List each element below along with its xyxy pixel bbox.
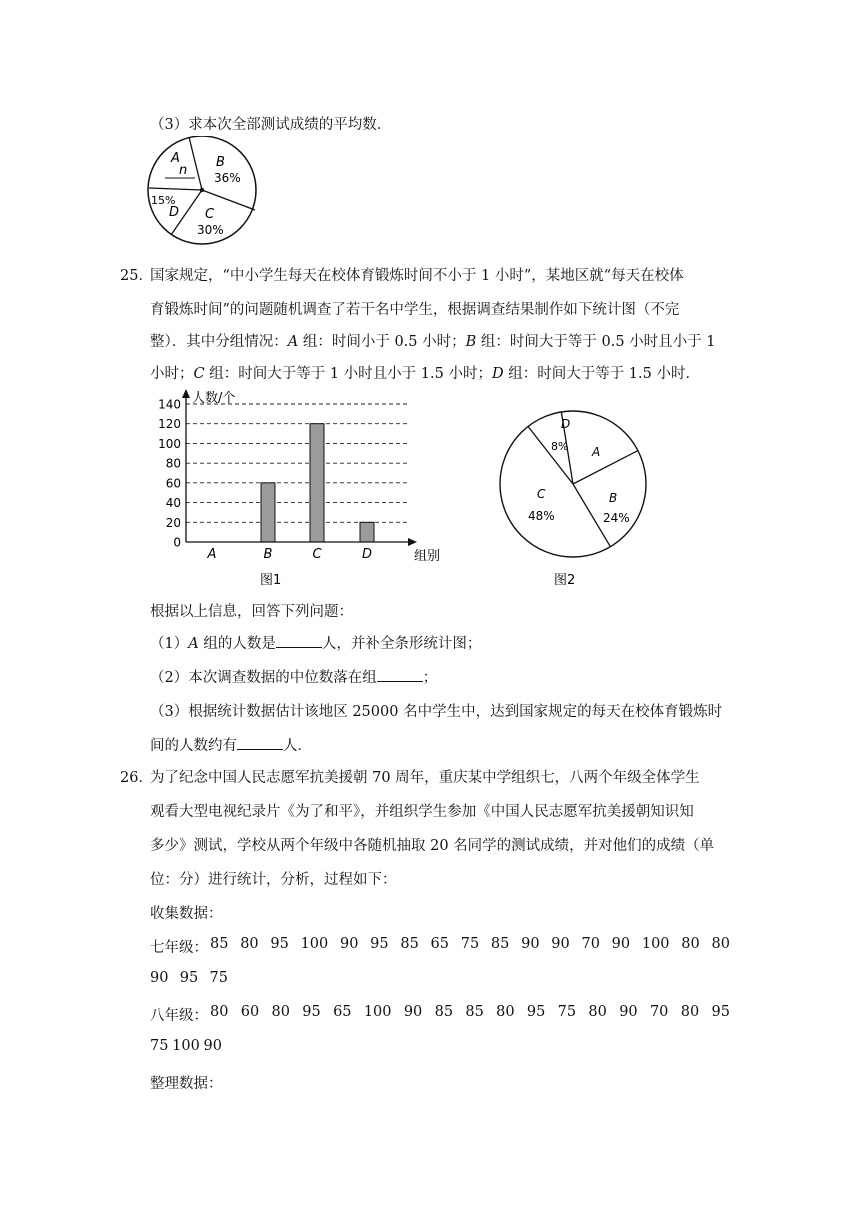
score-value: 85 [210, 936, 229, 952]
score-value: 90 [619, 1004, 638, 1020]
pie-chart-q24 [145, 136, 265, 248]
grade-8-scores-row-1 [210, 1004, 730, 1020]
bar-chart-ytick-label: 80 [165, 456, 181, 471]
answer-blank-1[interactable] [276, 635, 322, 648]
pie-fig2-label-a: A [592, 445, 601, 459]
grade-7-label: 七年级： [150, 940, 208, 956]
pie-fig2-slice-edge [528, 427, 573, 485]
question-25-line-1: 国家规定，“中小学生每天在校体育锻炼时间不小于 1 小时”，某地区就“每天在校体 [150, 268, 684, 284]
grade-7-scores-row-1 [210, 936, 730, 952]
score-value: 85 [490, 936, 510, 952]
score-value: 95 [270, 936, 289, 952]
score-value: 80 [240, 936, 259, 952]
score-value: 80 [210, 1004, 229, 1020]
question-24-part-3: （3）求本次全部测试成绩的平均数． [150, 117, 392, 133]
bar-chart-category-label: B [263, 547, 273, 562]
grade-8-label: 八年级： [150, 1008, 208, 1024]
score-value: 65 [333, 1004, 352, 1020]
question-25-line-2: 育锻炼时间”的问题随机调查了若干名中学生，根据调查结果制作如下统计图（不完 [150, 302, 680, 318]
score-value: 90 [521, 936, 540, 952]
pie-fig2-label-b: B [609, 491, 618, 505]
answer-blank-3[interactable] [237, 737, 283, 750]
pie-q24-value-a: n [179, 163, 188, 178]
question-26-line-2: 观看大型电视纪录片《为了和平》，并组织学生参加《中国人民志愿军抗美援朝知识知 [150, 804, 694, 820]
score-value: 65 [430, 936, 449, 952]
bar-chart-ytick-label: 100 [158, 436, 181, 451]
score-value: 100 [300, 936, 329, 952]
bar-chart-ytick-label: 60 [165, 476, 181, 491]
pie-q24-label-c: C [205, 207, 215, 222]
score-value: 60 [240, 1004, 260, 1020]
question-25-part-3-line-1: （3）根据统计数据估计该地区 25000 名中学生中，达到国家规定的每天在校体育锻炼时 [150, 704, 723, 720]
score-value: 95 [370, 936, 389, 952]
score-value: 75 [150, 1038, 169, 1054]
collect-data-label: 收集数据： [150, 906, 223, 922]
bar-chart-category-label: D [361, 547, 373, 562]
question-26-number: 26． [120, 770, 153, 786]
question-25-part-2: （2）本次调查数据的中位数落在组 ； [150, 670, 438, 686]
bar-chart-xlabel: 组别 [414, 549, 441, 564]
bar-B [261, 483, 275, 542]
score-value: 90 [203, 1038, 222, 1054]
score-value: 80 [681, 936, 700, 952]
score-value: 85 [434, 1004, 454, 1020]
score-value: 95 [526, 1004, 546, 1020]
bar-chart-category-label: C [312, 547, 322, 562]
score-value: 90 [150, 970, 169, 986]
bar-chart-ytick-label: 120 [158, 417, 181, 432]
pie-fig2-value-d: 8% [551, 440, 569, 453]
pie-q24-label-b: B [216, 155, 225, 170]
bar-C [310, 424, 324, 542]
pie-chart-caption: 图2 [554, 573, 576, 588]
score-value: 100 [172, 1038, 200, 1054]
bar-chart-fig1 [150, 386, 450, 590]
grade-7-scores-row-2 [150, 970, 228, 986]
question-25-number: 25． [120, 268, 153, 284]
grade-8-scores-row-2 [150, 1038, 222, 1054]
pie-q24-value-d: 15% [151, 194, 176, 207]
answer-blank-2[interactable] [377, 669, 423, 682]
pie-q24-value-b: 36% [214, 171, 241, 185]
pie-q24-label-d: D [169, 205, 180, 220]
score-value: 75 [209, 970, 228, 986]
pie-fig2-slice-edge [573, 451, 638, 484]
pie-fig2-value-c: 48% [528, 509, 555, 523]
question-25-intro: 根据以上信息，回答下列问题： [150, 604, 353, 620]
bar-chart-ylabel: 人数/个 [192, 391, 236, 406]
score-value: 75 [460, 936, 480, 952]
score-value: 80 [271, 1004, 290, 1020]
bar-chart-category-label: A [207, 547, 217, 562]
score-value: 80 [680, 1004, 700, 1020]
pie-fig2-label-c: C [537, 487, 546, 501]
bar-chart-ytick-label: 40 [165, 496, 181, 511]
score-value: 100 [641, 936, 670, 952]
score-value: 70 [649, 1004, 669, 1020]
bar-chart-ytick-label: 140 [158, 397, 181, 412]
pie-fig2-value-b: 24% [603, 511, 630, 525]
score-value: 75 [557, 1004, 577, 1020]
bar-chart-ytick-label: 20 [165, 515, 181, 530]
score-value: 90 [339, 936, 359, 952]
pie-chart-fig2 [495, 386, 655, 590]
score-value: 90 [611, 936, 631, 952]
score-value: 80 [496, 1004, 515, 1020]
bar-chart-ytick-label: 0 [173, 535, 181, 550]
pie-q24-label-a: A [171, 151, 180, 166]
score-value: 70 [581, 936, 600, 952]
pie-fig2-label-d: D [561, 417, 571, 431]
pie-q24-value-c: 30% [197, 223, 224, 237]
score-value: 85 [400, 936, 419, 952]
question-25-line-4: 小时；C 组：时间大于等于 1 小时且小于 1.5 小时；D 组：时间大于等于 1.5 小时． [150, 366, 700, 382]
question-26-line-3: 多少》测试，学校从两个年级中各随机抽取 20 名同学的测试成绩，并对他们的成绩（单 [150, 838, 715, 854]
score-value: 90 [403, 1004, 423, 1020]
score-value: 80 [588, 1004, 607, 1020]
bar-D [360, 522, 374, 542]
score-value: 100 [363, 1004, 392, 1020]
organize-data-label: 整理数据： [150, 1076, 223, 1092]
question-26-line-4: 位：分）进行统计，分析，过程如下： [150, 872, 397, 888]
question-25-part-3-line-2: 间的人数约有 人． [150, 738, 312, 754]
question-26-line-1: 为了纪念中国人民志愿军抗美援朝 70 周年，重庆某中学组织七，八两个年级全体学生 [150, 770, 700, 786]
score-value: 95 [711, 1004, 730, 1020]
score-value: 90 [551, 936, 570, 952]
score-value: 95 [302, 1004, 321, 1020]
score-value: 95 [179, 970, 199, 986]
question-25-line-3: 整）．其中分组情况：A 组：时间小于 0.5 小时；B 组：时间大于等于 0.5 小时且小于 1 [150, 334, 716, 350]
question-25-part-1: （1）A 组的人数是 人，并补全条形统计图； [150, 636, 482, 652]
bar-chart-caption: 图1 [260, 573, 282, 588]
score-value: 80 [711, 936, 730, 952]
score-value: 85 [465, 1004, 484, 1020]
